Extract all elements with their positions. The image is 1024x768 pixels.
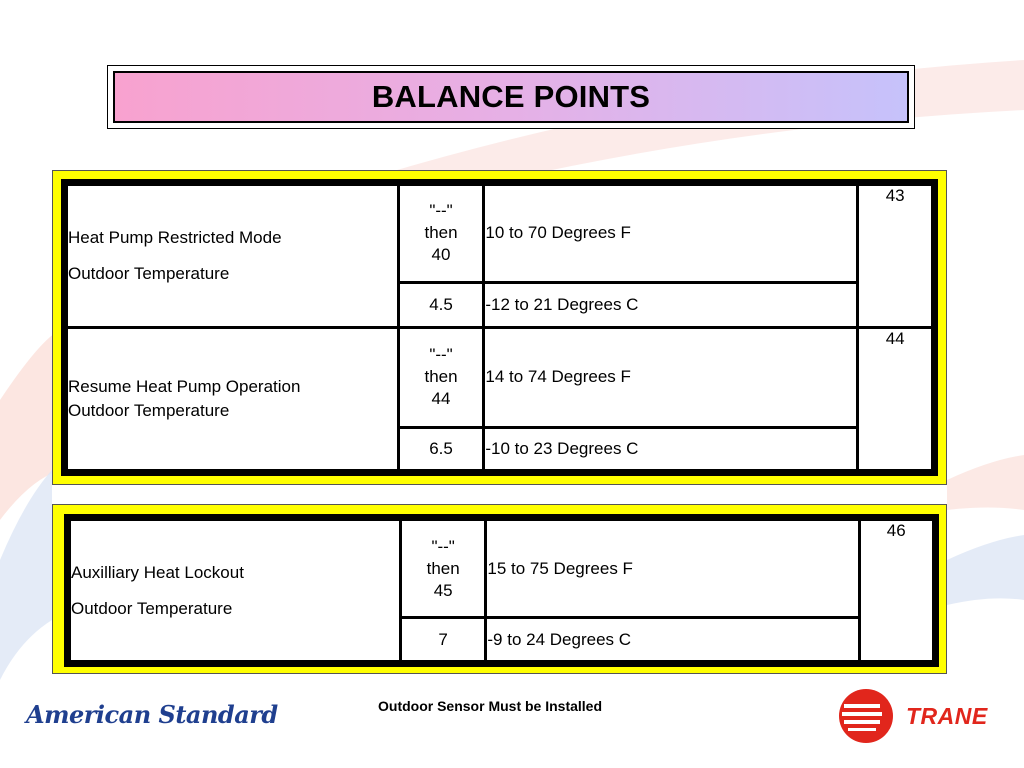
factory-setting: 44 (858, 327, 935, 472)
range-celsius: -10 to 23 Degrees C (484, 427, 858, 472)
table-row (65, 327, 935, 427)
balance-points-table-1 (61, 179, 938, 476)
trane-logo (838, 688, 988, 744)
display-code-celsius: 4.5 (398, 282, 484, 327)
display-code-value: 40 (431, 245, 451, 265)
display-code-cell (400, 518, 485, 618)
title-banner (113, 71, 909, 123)
trane-wordmark: TRANE (906, 702, 988, 729)
table-row (68, 518, 936, 618)
display-code-celsius: 7 (400, 618, 485, 664)
display-code-then: then (424, 223, 458, 243)
american-standard-logo: American Standard (26, 700, 278, 729)
balance-points-panel-2 (52, 504, 947, 674)
display-code-then: then (424, 367, 458, 387)
footer-note: Outdoor Sensor Must be Installed (378, 698, 603, 714)
setting-label-cell (68, 518, 401, 664)
factory-setting: 43 (858, 183, 935, 328)
setting-label-line1: Resume Heat Pump Operation (68, 376, 301, 396)
trane-circle-icon (838, 688, 894, 744)
setting-label-cell (65, 183, 399, 328)
display-code-dashes: "--" (429, 345, 453, 365)
setting-label-line2: Outdoor Temperature (68, 400, 230, 420)
display-code-dashes: "--" (431, 536, 455, 556)
table-row (65, 183, 935, 283)
page-title: BALANCE POINTS (371, 79, 651, 114)
range-fahrenheit: 15 to 75 Degrees F (486, 518, 859, 618)
factory-setting: 46 (859, 518, 935, 664)
title-frame (107, 65, 915, 129)
display-code-cell (398, 327, 484, 427)
range-fahrenheit: 14 to 74 Degrees F (484, 327, 858, 427)
setting-label-line1: Auxilliary Heat Lockout (71, 562, 244, 582)
setting-label-cell (65, 327, 399, 472)
display-code-value: 44 (431, 389, 451, 409)
balance-points-table-2 (64, 514, 939, 667)
balance-points-panel-1 (52, 170, 947, 485)
display-code-then: then (426, 558, 460, 578)
display-code-cell (398, 183, 484, 283)
setting-label-line1: Heat Pump Restricted Mode (68, 227, 282, 247)
display-code-dashes: "--" (429, 201, 453, 221)
range-celsius: -9 to 24 Degrees C (486, 618, 859, 664)
display-code-celsius: 6.5 (398, 427, 484, 472)
setting-label-line2: Outdoor Temperature (68, 263, 230, 283)
display-code-value: 45 (433, 580, 453, 600)
setting-label-line2: Outdoor Temperature (71, 598, 233, 618)
range-fahrenheit: 10 to 70 Degrees F (484, 183, 858, 283)
range-celsius: -12 to 21 Degrees C (484, 282, 858, 327)
